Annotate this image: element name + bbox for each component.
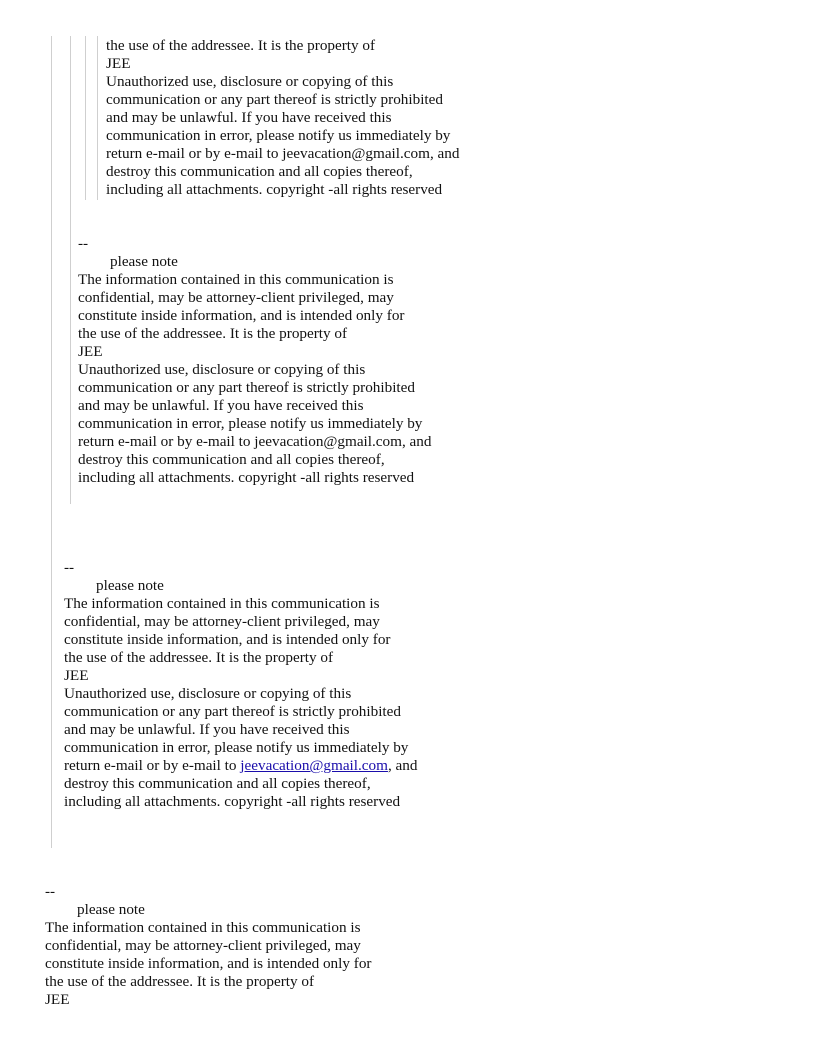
disclaimer-line: communication in error, please notify us immediately by bbox=[78, 415, 423, 432]
disclaimer-line: The information contained in this communication is bbox=[45, 919, 361, 936]
disclaimer-line: communication in error, please notify us immediately by bbox=[64, 739, 409, 756]
disclaimer-line: Unauthorized use, disclosure or copying of this bbox=[78, 361, 366, 378]
quote-bar-inner-2 bbox=[97, 36, 98, 200]
disclaimer-line: and may be unlawful. If you have received this bbox=[64, 721, 350, 738]
disclaimer-line: Unauthorized use, disclosure or copying of this bbox=[106, 73, 394, 90]
disclaimer-line: JEE bbox=[78, 343, 103, 360]
disclaimer-line: and may be unlawful. If you have received this bbox=[106, 109, 392, 126]
quote-bar-outer bbox=[51, 36, 52, 848]
email-suffix: , and bbox=[387, 757, 418, 774]
disclaimer-email-line bbox=[64, 757, 417, 775]
disclaimer-line: The information contained in this communication is bbox=[64, 595, 380, 612]
disclaimer-line: communication in error, please notify us immediately by bbox=[106, 127, 451, 144]
disclaimer-line: return e-mail or by e-mail to jeevacation@gmail.com, and bbox=[78, 433, 432, 450]
disclaimer-line: JEE bbox=[45, 991, 70, 1008]
disclaimer-line: The information contained in this communication is bbox=[78, 271, 394, 288]
quoted-disclaimer-level3 bbox=[106, 37, 459, 199]
quote-bar-middle bbox=[70, 36, 71, 504]
please-note-heading: please note bbox=[110, 253, 178, 270]
disclaimer-line: communication or any part thereof is strictly prohibited bbox=[78, 379, 415, 396]
please-note-heading: please note bbox=[77, 901, 145, 918]
disclaimer-top-level bbox=[45, 883, 371, 1009]
disclaimer-line: constitute inside information, and is intended only for bbox=[78, 307, 405, 324]
disclaimer-line: and may be unlawful. If you have received this bbox=[78, 397, 364, 414]
disclaimer-line: destroy this communication and all copies thereof, bbox=[78, 451, 385, 468]
disclaimer-line: Unauthorized use, disclosure or copying of this bbox=[64, 685, 352, 702]
disclaimer-line: including all attachments. copyright -all rights reserved bbox=[106, 181, 443, 198]
email-prefix: return e-mail or by e-mail to bbox=[64, 757, 241, 774]
quoted-disclaimer-level1 bbox=[64, 559, 417, 811]
disclaimer-line: the use of the addressee. It is the property of bbox=[45, 973, 315, 990]
disclaimer-line: the use of the addressee. It is the property of bbox=[106, 37, 376, 54]
disclaimer-line: including all attachments. copyright -all rights reserved bbox=[78, 469, 415, 486]
disclaimer-line: confidential, may be attorney-client privileged, may bbox=[78, 289, 394, 306]
signature-separator: -- bbox=[64, 559, 75, 576]
disclaimer-line: confidential, may be attorney-client privileged, may bbox=[64, 613, 380, 630]
signature-separator: -- bbox=[45, 883, 56, 900]
disclaimer-line: JEE bbox=[64, 667, 89, 684]
disclaimer-line: communication or any part thereof is strictly prohibited bbox=[64, 703, 401, 720]
disclaimer-line: the use of the addressee. It is the property of bbox=[64, 649, 334, 666]
disclaimer-line: constitute inside information, and is intended only for bbox=[64, 631, 391, 648]
disclaimer-line: destroy this communication and all copies thereof, bbox=[64, 775, 371, 792]
disclaimer-line: confidential, may be attorney-client privileged, may bbox=[45, 937, 361, 954]
quoted-disclaimer-level2 bbox=[78, 235, 431, 487]
email-link[interactable]: jeevacation@gmail.com bbox=[240, 757, 388, 774]
quote-bar-inner-1 bbox=[85, 36, 86, 200]
signature-separator: -- bbox=[78, 235, 89, 252]
disclaimer-line: return e-mail or by e-mail to jeevacation@gmail.com, and bbox=[106, 145, 460, 162]
disclaimer-line: destroy this communication and all copies thereof, bbox=[106, 163, 413, 180]
disclaimer-line: communication or any part thereof is strictly prohibited bbox=[106, 91, 443, 108]
disclaimer-line: the use of the addressee. It is the property of bbox=[78, 325, 348, 342]
please-note-heading: please note bbox=[96, 577, 164, 594]
disclaimer-line: including all attachments. copyright -all rights reserved bbox=[64, 793, 401, 810]
disclaimer-line: constitute inside information, and is intended only for bbox=[45, 955, 372, 972]
disclaimer-line: JEE bbox=[106, 55, 131, 72]
